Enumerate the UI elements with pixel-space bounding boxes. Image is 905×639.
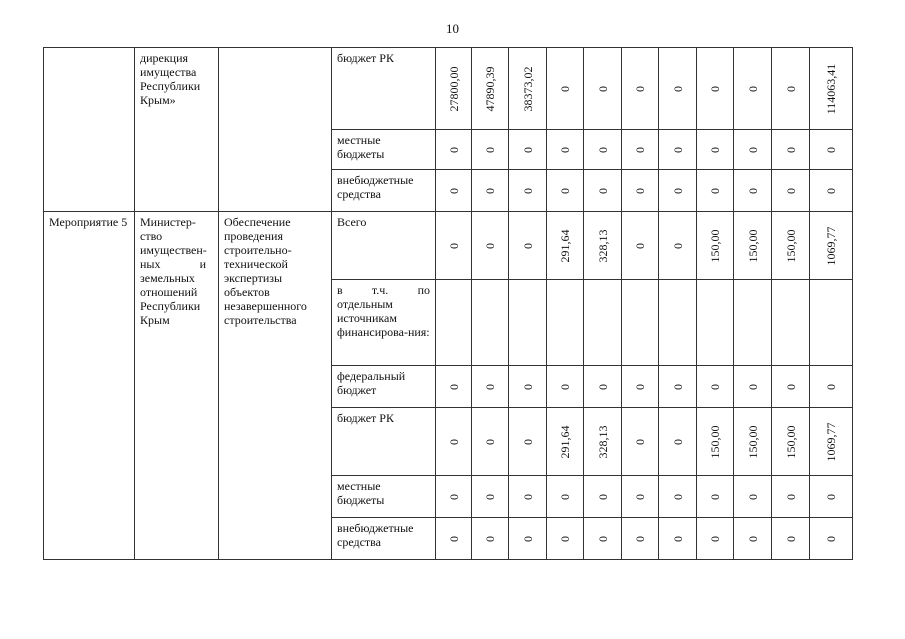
value-cell: 0 [472, 130, 509, 170]
value-cell: 0 [472, 408, 509, 476]
value-cell: 0 [697, 476, 734, 518]
source-cell: бюджет РК [332, 408, 436, 476]
total-cell: 0 [810, 170, 853, 212]
value-cell: 0 [472, 366, 509, 408]
value-cell: 0 [472, 212, 509, 280]
value-cell: 328,13 [584, 212, 622, 280]
value-cell: 0 [547, 476, 584, 518]
value-cell: 328,13 [584, 408, 622, 476]
executor-cell: дирекция имущества Республики Крым» [135, 48, 219, 212]
total-cell: 0 [810, 130, 853, 170]
page-number: 10 [446, 21, 459, 36]
value-cell [622, 280, 659, 366]
value-cell: 0 [659, 212, 697, 280]
value-cell: 0 [659, 408, 697, 476]
value-cell [509, 280, 547, 366]
measure-cell: Мероприятие 5 [44, 212, 135, 560]
value-cell: 47890,39 [472, 48, 509, 130]
value-cell: 38373,02 [509, 48, 547, 130]
value-cell: 0 [436, 212, 472, 280]
total-cell [810, 280, 853, 366]
source-cell: внебюджетные средства [332, 518, 436, 560]
value-cell: 0 [622, 170, 659, 212]
value-cell: 150,00 [734, 408, 772, 476]
total-cell: 0 [810, 476, 853, 518]
value-cell: 0 [772, 48, 810, 130]
value-cell: 150,00 [772, 212, 810, 280]
value-cell: 0 [509, 518, 547, 560]
value-cell: 0 [697, 366, 734, 408]
value-cell: 0 [584, 366, 622, 408]
value-cell: 0 [697, 48, 734, 130]
value-cell: 0 [547, 170, 584, 212]
total-cell: 0 [810, 366, 853, 408]
value-cell: 27800,00 [436, 48, 472, 130]
value-cell: 0 [622, 476, 659, 518]
value-cell: 0 [509, 408, 547, 476]
value-cell: 0 [547, 48, 584, 130]
value-cell: 0 [584, 518, 622, 560]
value-cell: 0 [436, 408, 472, 476]
value-cell: 0 [436, 170, 472, 212]
value-cell: 0 [622, 408, 659, 476]
source-cell: бюджет РК [332, 48, 436, 130]
total-cell: 1069,77 [810, 212, 853, 280]
value-cell: 0 [772, 170, 810, 212]
value-cell: 291,64 [547, 212, 584, 280]
value-cell: 0 [509, 170, 547, 212]
value-cell [472, 280, 509, 366]
value-cell: 0 [472, 170, 509, 212]
value-cell: 0 [659, 476, 697, 518]
source-cell: Всего [332, 212, 436, 280]
source-cell: федеральный бюджет [332, 366, 436, 408]
value-cell: 0 [734, 130, 772, 170]
value-cell: 0 [697, 170, 734, 212]
budget-table [43, 47, 853, 560]
value-cell: 0 [659, 48, 697, 130]
value-cell: 0 [659, 366, 697, 408]
value-cell: 0 [472, 476, 509, 518]
executor-cell: Министер-ство имуществен-ных и земельных отношений Республики Крым [135, 212, 219, 560]
value-cell: 0 [772, 476, 810, 518]
value-cell: 0 [584, 48, 622, 130]
total-cell: 1069,77 [810, 408, 853, 476]
value-cell: 0 [584, 476, 622, 518]
measure-cell [44, 48, 135, 212]
value-cell: 150,00 [697, 408, 734, 476]
value-cell [772, 280, 810, 366]
value-cell: 291,64 [547, 408, 584, 476]
value-cell: 0 [659, 518, 697, 560]
value-cell: 0 [547, 518, 584, 560]
value-cell: 150,00 [697, 212, 734, 280]
value-cell [547, 280, 584, 366]
value-cell: 0 [547, 366, 584, 408]
value-cell: 0 [734, 366, 772, 408]
value-cell: 0 [697, 518, 734, 560]
table-row [44, 48, 853, 130]
value-cell: 0 [509, 366, 547, 408]
value-cell: 0 [734, 476, 772, 518]
value-cell: 0 [734, 170, 772, 212]
total-cell: 114063,41 [810, 48, 853, 130]
value-cell: 0 [622, 130, 659, 170]
value-cell: 0 [584, 130, 622, 170]
value-cell: 0 [622, 48, 659, 130]
value-cell: 0 [509, 476, 547, 518]
value-cell: 0 [436, 518, 472, 560]
value-cell [734, 280, 772, 366]
value-cell: 0 [772, 518, 810, 560]
source-cell: местные бюджеты [332, 130, 436, 170]
value-cell: 0 [622, 366, 659, 408]
value-cell: 0 [436, 130, 472, 170]
value-cell: 0 [772, 366, 810, 408]
value-cell [659, 280, 697, 366]
description-cell: Обеспечение проведения строительно-технической экспертизы объектов незавершенного строительства [219, 212, 332, 560]
value-cell: 150,00 [734, 212, 772, 280]
value-cell: 0 [584, 170, 622, 212]
value-cell: 0 [659, 170, 697, 212]
value-cell [436, 280, 472, 366]
value-cell: 0 [509, 212, 547, 280]
value-cell: 0 [472, 518, 509, 560]
value-cell [697, 280, 734, 366]
value-cell: 0 [734, 518, 772, 560]
total-cell: 0 [810, 518, 853, 560]
value-cell: 0 [509, 130, 547, 170]
value-cell: 0 [734, 48, 772, 130]
value-cell: 150,00 [772, 408, 810, 476]
value-cell: 0 [697, 130, 734, 170]
value-cell: 0 [547, 130, 584, 170]
value-cell: 0 [436, 366, 472, 408]
description-cell [219, 48, 332, 212]
value-cell: 0 [622, 212, 659, 280]
value-cell: 0 [772, 130, 810, 170]
source-cell: местные бюджеты [332, 476, 436, 518]
source-cell: внебюджетные средства [332, 170, 436, 212]
table-row [44, 212, 853, 280]
value-cell: 0 [622, 518, 659, 560]
value-cell: 0 [436, 476, 472, 518]
value-cell: 0 [659, 130, 697, 170]
value-cell [584, 280, 622, 366]
source-cell: в т.ч. по отдельным источникам финансирова-ния: [332, 280, 436, 366]
